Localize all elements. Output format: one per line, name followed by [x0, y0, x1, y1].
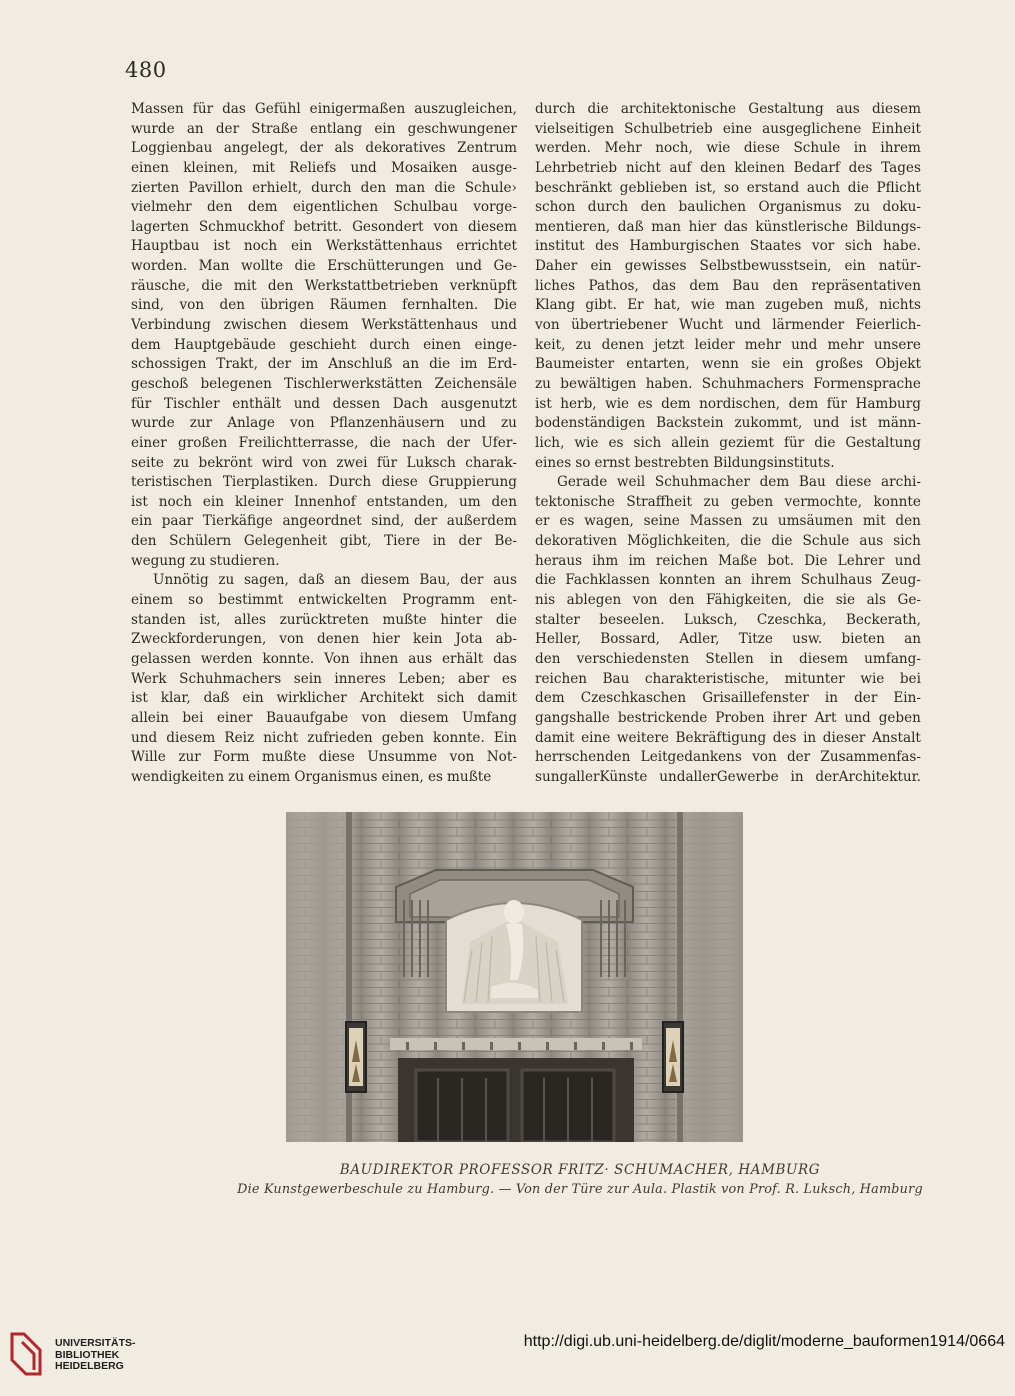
- text-line: er es wagen, seine Massen zu umsäumen mit den: [535, 513, 921, 530]
- text-line: keit, zu denen jetzt leider mehr und mehr unsere: [535, 336, 921, 353]
- text-line: Lehrbetrieb nicht auf den kleinen Bedarf des Tages: [535, 159, 921, 176]
- text-line: sungallerKünste undallerGewerbe in derArchitektur.: [535, 768, 921, 785]
- text-line: Unnötig zu sagen, daß an diesem Bau, der aus: [153, 572, 517, 589]
- text-line: liches Pathos, das dem Bau den repräsentativen: [535, 277, 921, 294]
- text-line: Werk Schuhmachers sein inneres Leben; aber es: [131, 670, 517, 687]
- text-line: damit eine weitere Bekräftigung des in dieser Anstalt: [535, 729, 921, 746]
- logo-line: UNIVERSITÄTS-: [55, 1337, 136, 1349]
- text-line: ist klar, daß ein wirklicher Architekt sich damit: [131, 690, 517, 707]
- text-line: Hauptbau ist noch ein Werkstättenhaus errichtet: [131, 238, 517, 255]
- text-line: tektonische Straffheit zu geben vermochte, konnte: [535, 493, 921, 510]
- text-line: einer großen Freilichtterrasse, die nach der Ufer-: [131, 434, 517, 451]
- text-line: sind, von den übrigen Räumen fernhalten. Die: [131, 297, 517, 314]
- text-line: den verschiedensten Stellen in diesem umfang-: [535, 650, 921, 667]
- text-line: wurde zur Anlage von Pflanzenhäusern und zu: [131, 415, 517, 432]
- right-text-column: [535, 100, 921, 787]
- text-line: ein paar Tierkäfige angeordnet sind, der außerdem: [131, 513, 517, 530]
- text-line: stalter beseelen. Luksch, Czeschka, Beckerath,: [535, 611, 921, 628]
- text-line: wendigkeiten zu einem Organismus einen, es mußte: [131, 768, 492, 785]
- text-line: beschränkt geblieben ist, so erstand auch die Pflicht: [535, 179, 921, 196]
- text-line: dem Czeschkaschen Grisaillefenster in der Ein-: [535, 690, 921, 707]
- text-line: vielseitigen Schulbetrieb eine ausgeglichene Einheit: [535, 120, 921, 137]
- text-line: Klang gibt. Er hat, wie man zugeben muß, nichts: [535, 297, 921, 314]
- page-number: 480: [125, 58, 167, 82]
- text-line: Baumeister entarten, wenn sie ein großes Objekt: [535, 356, 921, 373]
- left-text-column: [131, 100, 517, 787]
- text-line: ist noch ein kleiner Innenhof entstanden, um den: [131, 493, 517, 510]
- text-line: zu bewältigen haben. Schuhmachers Formensprache: [535, 375, 921, 392]
- logo-line: HEIDELBERG: [55, 1360, 124, 1372]
- text-line: nis ablegen von den Fähigkeiten, die sie als Ge-: [535, 592, 921, 609]
- text-line: mentieren, daß man hier das künstlerische Bildungs-: [535, 218, 921, 235]
- text-line: den Schülern Gelegenheit gibt, Tiere in der Be-: [131, 533, 517, 550]
- text-line: von übertriebener Wucht und lärmender Feierlich-: [535, 317, 921, 334]
- text-line: wurde an der Straße entlang ein geschwungener: [131, 120, 517, 137]
- text-line: Daher ein gewisses Selbstbewusstsein, ein natür-: [535, 258, 921, 275]
- text-line: zierten Pavillon erhielt, durch den man die Schule›: [131, 179, 517, 196]
- text-line: herrschenden Leitgedankens von der Zusammenfas-: [535, 749, 921, 766]
- text-line: wegung zu studieren.: [131, 552, 280, 569]
- text-line: ist herb, wie es dem nordischen, dem für Hamburg: [535, 395, 921, 412]
- text-line: lich, wie es sich allein geziemt für die Gestaltung: [535, 434, 921, 451]
- text-line: Zweckforderungen, von denen hier kein Jota ab-: [131, 631, 517, 648]
- text-line: standen ist, alles zurücktreten mußte hinter die: [131, 611, 517, 628]
- text-line: gangshalle bestrickende Proben ihrer Art und geben: [535, 709, 921, 726]
- text-line: seite zu bekrönt wird von zwei für Luksch charak-: [131, 454, 517, 471]
- logo-line: BIBLIOTHEK: [55, 1348, 120, 1361]
- library-logo-text: [55, 1338, 136, 1373]
- text-line: institut des Hamburgischen Staates vor sich habe.: [535, 238, 921, 255]
- text-line: vielmehr den dem eigentlichen Schulbau vorge-: [131, 199, 517, 216]
- text-line: dekorativen Möglichkeiten, die die Schule aus sich: [535, 533, 921, 550]
- text-line: durch die architektonische Gestaltung aus diesem: [535, 101, 921, 117]
- text-line: dem Hauptgebäude geschieht durch einen einge-: [131, 336, 517, 353]
- text-line: werden. Mehr noch, wie diese Schule in ihrem: [535, 140, 921, 157]
- text-line: die Fachklassen konnten an ihrem Schulhaus Zeug-: [535, 572, 921, 589]
- doorway-relief-photo: [286, 812, 743, 1142]
- text-line: gelassen werden konnte. Von ihnen aus erhält das: [131, 650, 517, 667]
- text-line: räusche, die mit den Werkstattbetrieben verknüpft: [131, 277, 517, 294]
- text-line: eines so ernst bestrebten Bildungsinstituts.: [535, 454, 835, 471]
- text-line: einen kleinen, mit Reliefs und Mosaiken ausge-: [131, 159, 517, 176]
- text-line: teristischen Tierplastiken. Durch diese Gruppierung: [131, 474, 517, 491]
- text-line: Verbindung zwischen diesem Werkstättenhaus und: [131, 317, 517, 334]
- text-line: einem so bestimmt entwickelten Programm ent-: [131, 592, 517, 609]
- text-line: schon durch den baulichen Organismus zu doku-: [535, 199, 921, 216]
- text-line: Gerade weil Schuhmacher dem Bau diese archi-: [557, 474, 921, 491]
- text-line: bodenständigen Backstein zukommt, und ist männ-: [535, 415, 921, 432]
- text-line: worden. Man wollte die Erschütterungen und Ge-: [131, 258, 517, 275]
- source-url-link[interactable]: http://digi.ub.uni-heidelberg.de/diglit/moderne_bauformen1914/0664: [523, 1333, 1005, 1350]
- text-line: Massen für das Gefühl einigermaßen auszugleichen,: [131, 101, 517, 117]
- text-line: Wille zur Form mußte diese Unsumme von Not-: [131, 749, 517, 766]
- figure-caption-title: BAUDIREKTOR PROFESSOR FRITZ· SCHUMACHER, HAMBURG: [339, 1162, 821, 1178]
- text-line: für Tischler enthält und dessen Dach ausgenutzt: [131, 395, 517, 412]
- text-line: Heller, Bossard, Adler, Titze usw. bieten an: [535, 631, 921, 648]
- text-line: und diesem Reiz nicht zufrieden geben konnte. Ein: [131, 729, 517, 746]
- text-line: reichen Bau charakteristische, mitunter wie bei: [535, 670, 921, 687]
- text-line: lagerten Schmuckhof betritt. Gesondert von diesem: [131, 218, 517, 235]
- architecture-photo: [286, 812, 743, 1142]
- text-line: schossigen Trakt, der im Anschluß an die im Erd-: [131, 356, 517, 373]
- text-line: geschoß belegenen Tischlerwerkstätten Zeichensäle: [131, 375, 517, 392]
- text-line: heraus ihm im reichen Maße bot. Die Lehrer und: [535, 552, 921, 569]
- figure-caption-subtitle: Die Kunstgewerbeschule zu Hamburg. — Von der Türe zur Aula. Plastik von Prof. R. Luksch, Hamburg: [237, 1182, 923, 1197]
- text-line: allein bei einer Bauaufgabe von diesem Umfang: [131, 709, 517, 726]
- text-line: Loggienbau angelegt, der als dekoratives Zentrum: [131, 140, 517, 157]
